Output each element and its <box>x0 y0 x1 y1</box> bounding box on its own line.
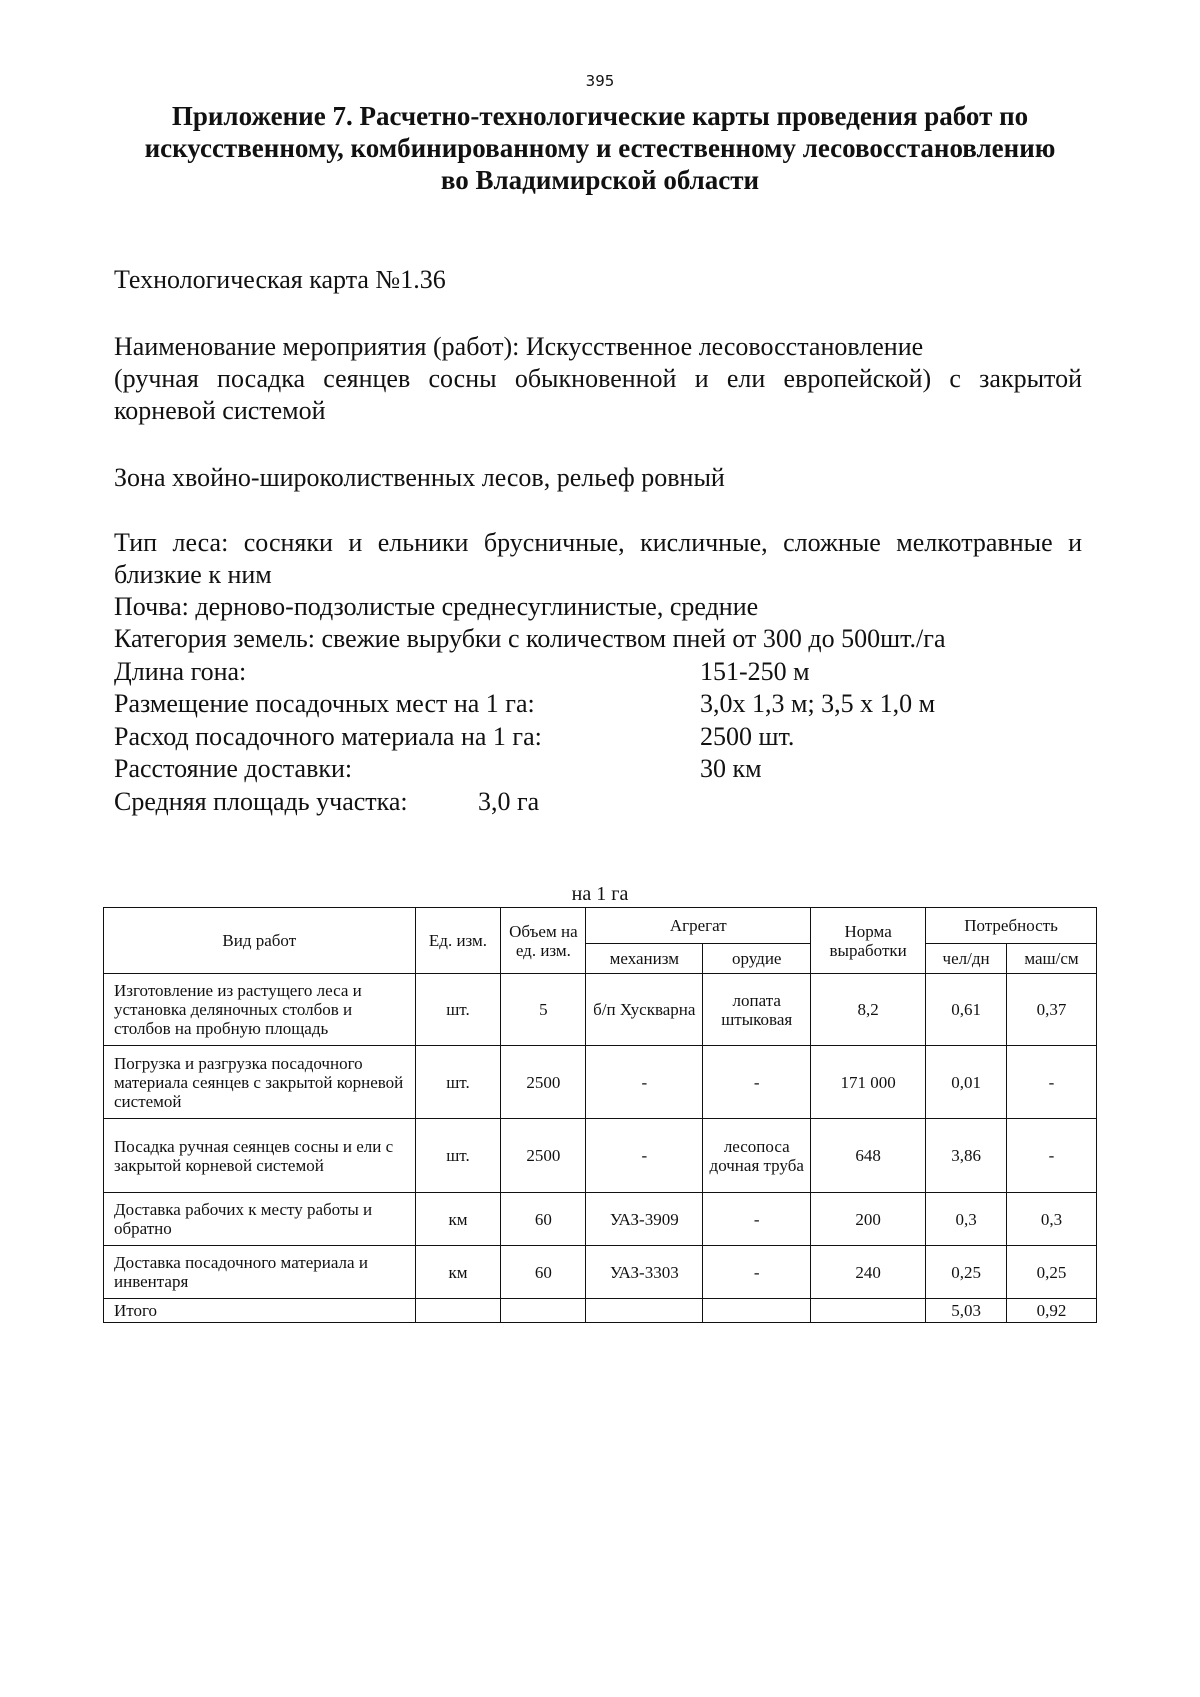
title-line: Приложение 7. Расчетно-технологические карты проведения работ по <box>171 101 1029 131</box>
run-length-value: 151-250 м <box>700 657 810 686</box>
row-machine-shifts: 0,3 <box>1007 1193 1097 1246</box>
table-unit-note: на 1 га <box>571 883 629 905</box>
total-man-days: 5,03 <box>926 1299 1007 1323</box>
table-total-row <box>104 1299 1097 1323</box>
total-label: Итого <box>104 1299 416 1323</box>
row-volume: 2500 <box>501 1046 586 1119</box>
row-man-days: 0,3 <box>926 1193 1007 1246</box>
row-work: Доставка рабочих к месту работы и обратно <box>104 1193 416 1246</box>
placement-value: 3,0х 1,3 м; 3,5 х 1,0 м <box>700 689 936 718</box>
row-unit: км <box>415 1246 501 1299</box>
empty-cell <box>586 1299 703 1323</box>
empty-cell <box>811 1299 926 1323</box>
row-man-days: 0,25 <box>926 1246 1007 1299</box>
title-line: во Владимирской области <box>440 165 760 195</box>
row-work: Посадка ручная сеянцев сосны и ели с закрытой корневой системой <box>104 1119 416 1193</box>
row-norm: 648 <box>811 1119 926 1193</box>
delivery-distance-value: 30 км <box>700 754 762 783</box>
page-title <box>100 100 1100 196</box>
header-work-type: Вид работ <box>104 908 416 974</box>
row-unit: шт. <box>415 974 501 1046</box>
activity-name-line: (ручная посадка сеянцев сосны обыкновенной и ели европейской) с закрытой <box>114 364 1082 393</box>
header-norm: Норма выработки <box>811 908 926 974</box>
header-need: Потребность <box>926 908 1097 944</box>
table-row <box>104 1119 1097 1193</box>
header-machine-shifts: маш/см <box>1007 944 1097 974</box>
empty-cell <box>415 1299 501 1323</box>
header-mechanism: механизм <box>586 944 703 974</box>
row-mechanism: - <box>586 1046 703 1119</box>
forest-type-line: Тип леса: сосняки и ельники брусничные, кисличные, сложные мелкотравные и <box>114 528 1082 557</box>
average-area-label: Средняя площадь участка: <box>114 787 408 816</box>
row-volume: 2500 <box>501 1119 586 1193</box>
table-row <box>104 1246 1097 1299</box>
delivery-distance-label: Расстояние доставки: <box>114 754 353 783</box>
zone-text: Зона хвойно-широколиственных лесов, рельеф ровный <box>114 463 725 492</box>
activity-name-line: Наименование мероприятия (работ): Искусственное лесовосстановление <box>114 332 924 361</box>
row-mechanism: - <box>586 1119 703 1193</box>
row-machine-shifts: 0,25 <box>1007 1246 1097 1299</box>
row-mechanism: УАЗ-3303 <box>586 1246 703 1299</box>
row-norm: 240 <box>811 1246 926 1299</box>
table-row <box>104 1193 1097 1246</box>
activity-name-line: корневой системой <box>114 396 326 425</box>
empty-cell <box>703 1299 811 1323</box>
row-volume: 60 <box>501 1246 586 1299</box>
header-volume: Объем на ед. изм. <box>501 908 586 974</box>
header-tool: орудие <box>703 944 811 974</box>
title-line: искусственному, комбинированному и естественному лесовосстановлению <box>144 133 1056 163</box>
row-tool: - <box>703 1193 811 1246</box>
row-machine-shifts: 0,37 <box>1007 974 1097 1046</box>
row-norm: 8,2 <box>811 974 926 1046</box>
row-tool: лопата штыковая <box>703 974 811 1046</box>
row-unit: км <box>415 1193 501 1246</box>
row-volume: 60 <box>501 1193 586 1246</box>
empty-cell <box>501 1299 586 1323</box>
row-machine-shifts: - <box>1007 1119 1097 1193</box>
consumption-label: Расход посадочного материала на 1 га: <box>114 722 542 751</box>
row-man-days: 0,61 <box>926 974 1007 1046</box>
header-aggregate: Агрегат <box>586 908 811 944</box>
placement-label: Размещение посадочных мест на 1 га: <box>114 689 535 718</box>
row-work: Доставка посадочного материала и инвентаря <box>104 1246 416 1299</box>
row-norm: 171 000 <box>811 1046 926 1119</box>
land-category-text: Категория земель: свежие вырубки с количеством пней от 300 до 500шт./га <box>114 624 946 653</box>
row-man-days: 0,01 <box>926 1046 1007 1119</box>
row-mechanism: УАЗ-3909 <box>586 1193 703 1246</box>
row-volume: 5 <box>501 974 586 1046</box>
row-tool: - <box>703 1246 811 1299</box>
consumption-value: 2500 шт. <box>700 722 795 751</box>
soil-text: Почва: дерново-подзолистые среднесуглинистые, средние <box>114 592 759 621</box>
row-tool: - <box>703 1046 811 1119</box>
table-row <box>104 1046 1097 1119</box>
row-work: Погрузка и разгрузка посадочного материала сеянцев с закрытой корневой системой <box>104 1046 416 1119</box>
forest-type-line: близкие к ним <box>114 560 272 589</box>
run-length-label: Длина гона: <box>114 657 247 686</box>
row-norm: 200 <box>811 1193 926 1246</box>
row-tool: лесопоса дочная труба <box>703 1119 811 1193</box>
row-machine-shifts: - <box>1007 1046 1097 1119</box>
row-unit: шт. <box>415 1046 501 1119</box>
average-area-value: 3,0 га <box>478 787 540 816</box>
row-work: Изготовление из растущего леса и установка деляночных столбов и столбов на пробную площадь <box>104 974 416 1046</box>
work-table <box>103 907 1097 1323</box>
header-man-days: чел/дн <box>926 944 1007 974</box>
row-unit: шт. <box>415 1119 501 1193</box>
table-row <box>104 974 1097 1046</box>
page-number: 395 <box>585 72 615 90</box>
row-man-days: 3,86 <box>926 1119 1007 1193</box>
header-unit: Ед. изм. <box>415 908 501 974</box>
total-machine-shifts: 0,92 <box>1007 1299 1097 1323</box>
tech-map-number: Технологическая карта №1.36 <box>114 265 446 294</box>
row-mechanism: б/п Хускварна <box>586 974 703 1046</box>
